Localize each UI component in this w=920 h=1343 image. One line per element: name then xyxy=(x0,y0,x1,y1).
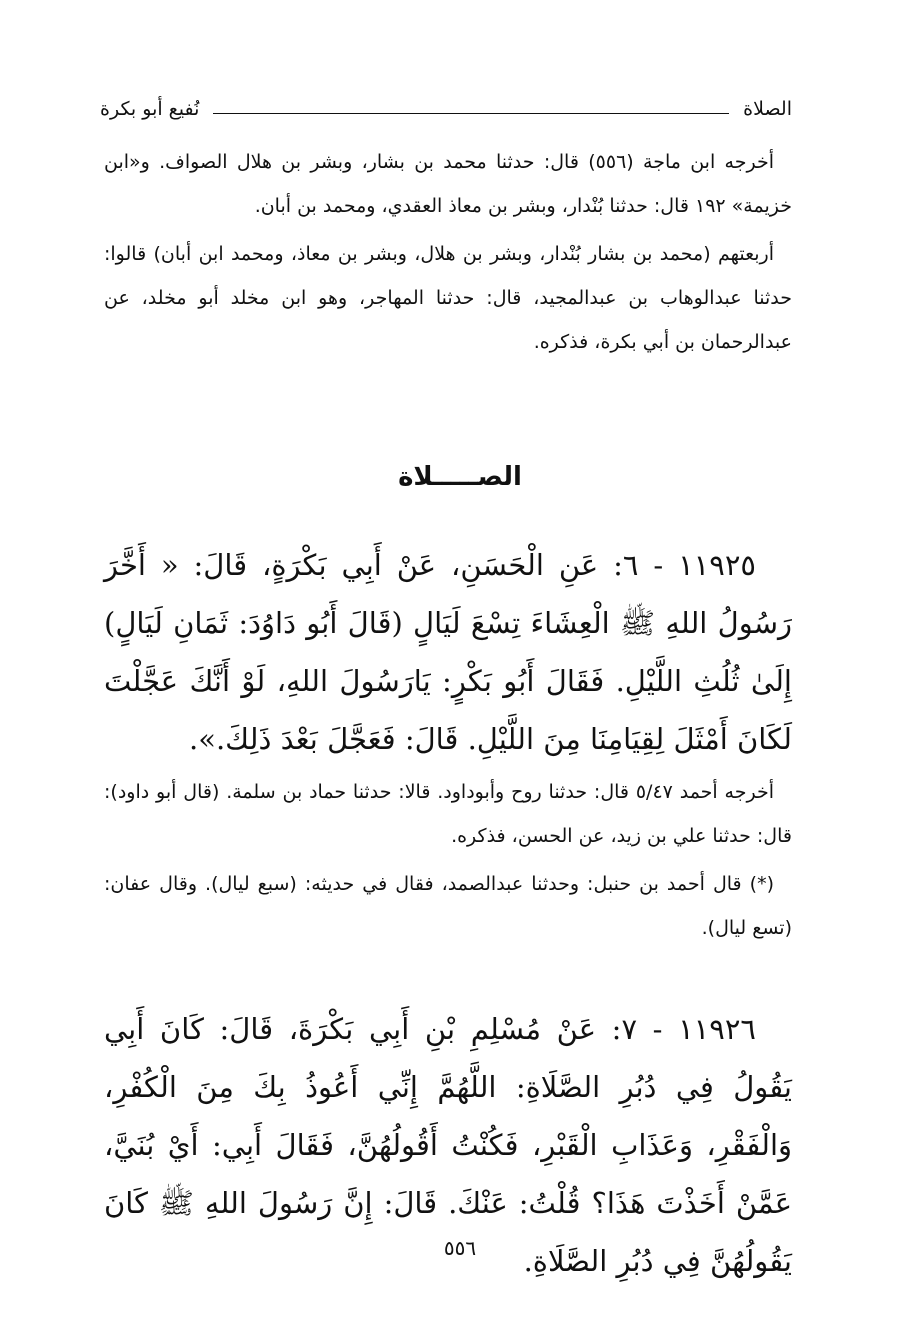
running-header xyxy=(100,92,792,126)
header-narrator-name: نُفيع أبو بكرة xyxy=(100,98,200,120)
header-section-title: الصلاة xyxy=(743,98,792,120)
hadith-number: ١١٩٢٦ - ٧: xyxy=(611,1012,756,1046)
footnote-block-middle xyxy=(104,770,792,950)
footnote-paragraph: أربعتهم (محمد بن بشار بُنْدار، وبشر بن هلال، وبشر بن معاذ، ومحمد ابن أبان) قالوا: حدثنا عبدالوهاب بن عبدالمجيد، قال: حدثنا المهاجر، وهو ابن مخلد أبو مخلد، عن عبدالرحمان بن أبي بكرة، فذكره. xyxy=(104,243,792,353)
footnote-paragraph: أخرجه أحمد ٥/٤٧ قال: حدثنا روح وأبوداود. قالا: حدثنا حماد بن سلمة. (قال أبو داود): قال: حدثنا علي بن زيد، عن الحسن، فذكره. xyxy=(104,781,792,847)
footnote-paragraph: أخرجه ابن ماجة (٥٥٦) قال: حدثنا محمد بن بشار، وبشر بن هلال الصواف. و«ابن خزيمة» ١٩٢ قال: حدثنا بُنْدار، وبشر بن معاذ العقدي، ومحمد بن أبان. xyxy=(104,151,792,217)
header-rule xyxy=(213,113,729,114)
hadith-number: ١١٩٢٥ - ٦: xyxy=(613,548,756,582)
footnote-block-top xyxy=(104,140,792,364)
hadith-block-11925 xyxy=(104,536,792,768)
hadith-text: عَنْ مُسْلِمِ بْنِ أَبِي بَكْرَةَ، قَالَ: كَانَ أَبِي يَقُولُ فِي دُبُرِ الصَّلَاةِ: اللَّهُمَّ إِنِّي أَعُوذُ بِكَ مِنَ الْكُفْرِ، وَالْفَقْرِ، وَعَذَابِ الْقَبْرِ، فَكُنْتُ أَقُولُهُنَّ، فَقَالَ أَبِي: أَيْ بُنَيَّ، عَمَّنْ أَخَذْتَ هَذَا؟ قُلْتُ: عَنْكَ. قَالَ: إِنَّ رَسُولَ اللهِ ﷺ كَانَ يَقُولُهُنَّ فِي دُبُرِ الصَّلَاةِ. xyxy=(104,1012,792,1278)
footnote-paragraph: (*) قال أحمد بن حنبل: وحدثنا عبدالصمد، فقال في حديثه: (سبع ليال). وقال عفان: (تسع ليال). xyxy=(104,873,792,939)
hadith-text: عَنِ الْحَسَنِ، عَنْ أَبِي بَكْرَةٍ، قَالَ: « أَخَّرَ رَسُولُ اللهِ ﷺ الْعِشَاءَ تِسْعَ لَيَالٍ (قَالَ أَبُو دَاوُدَ: ثَمَانِ لَيَالٍ) إِلَىٰ ثُلُثِ اللَّيْلِ. فَقَالَ أَبُو بَكْرٍ: يَارَسُولَ اللهِ، لَوْ أَنَّكَ عَجَّلْتَ لَكَانَ أَمْثَلَ لِقِيَامِنَا مِنَ اللَّيْلِ. قَالَ: فَعَجَّلَ بَعْدَ ذَلِكَ.». xyxy=(104,548,792,756)
hadith-paragraph xyxy=(104,536,792,768)
section-heading: الصـــــلاة xyxy=(398,462,522,492)
page-number: ٥٥٦ xyxy=(443,1236,477,1260)
